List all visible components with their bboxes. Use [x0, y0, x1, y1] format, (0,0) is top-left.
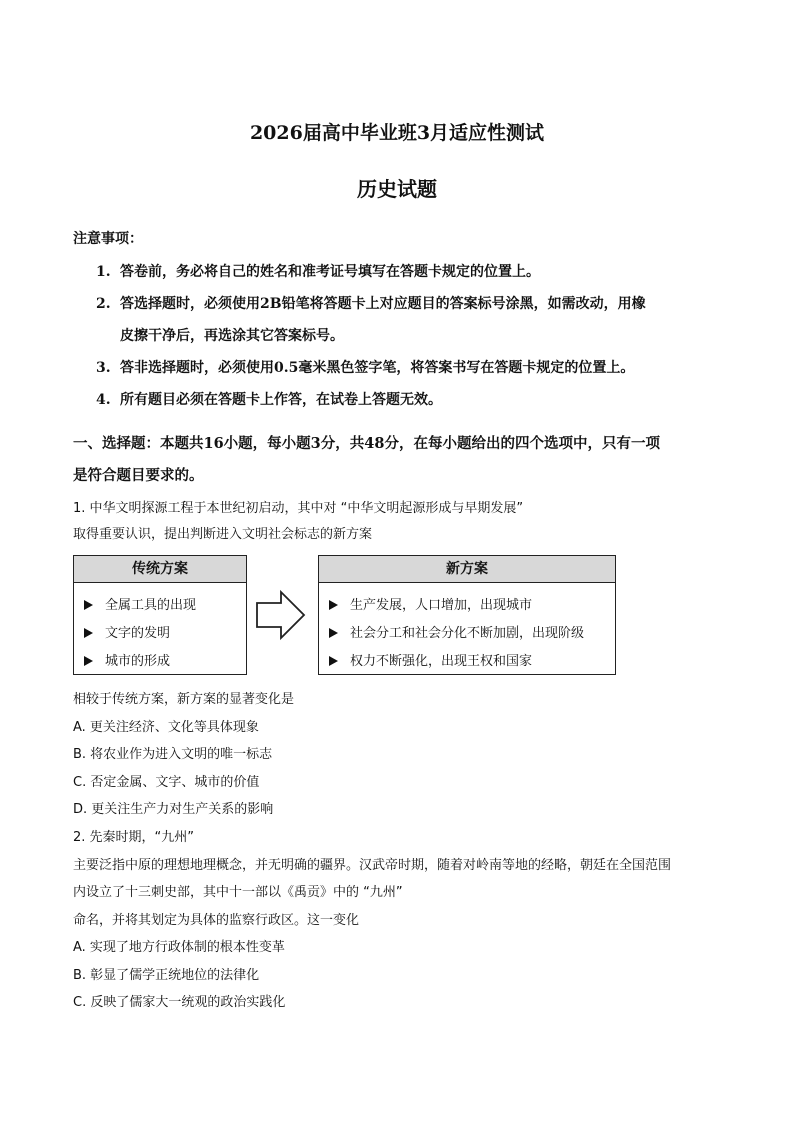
- option-item: D. 更关注生产力对生产关系的影响: [73, 802, 274, 817]
- traditional-scheme-item: 全属工具的出现: [84, 594, 196, 613]
- notice-item-continuation: 皮擦干净后，再选涂其它答案标号。: [120, 328, 344, 344]
- right-arrow-icon: [255, 589, 307, 641]
- traditional-scheme-title: 传统方案: [74, 556, 246, 583]
- option-item: B. 将农业作为进入文明的唯一标志: [73, 747, 273, 762]
- notice-list: [96, 256, 726, 416]
- question-2-stem: 2. 先秦时期，“九州”: [73, 830, 195, 845]
- question-1-body: [73, 686, 723, 824]
- option-item: C. 反映了儒家大一统观的政治实践化: [73, 995, 286, 1010]
- arrow-bullet-icon: [84, 628, 93, 638]
- arrow-bullet-icon: [84, 600, 93, 610]
- notice-item: 3. 答非选择题时，必须使用0.5毫米黑色签字笔，将答案书写在答题卡规定的位置上。: [96, 360, 635, 376]
- exam-subject: 历史试题: [357, 177, 437, 201]
- arrow-bullet-icon: [329, 628, 338, 638]
- traditional-scheme-item: 文字的发明: [84, 622, 170, 641]
- traditional-scheme-item: 城市的形成: [84, 650, 170, 669]
- notice-item: 2. 答选择题时，必须使用2B铅笔将答题卡上对应题目的答案标号涂黑，如需改动，用橡: [96, 296, 646, 312]
- new-scheme-item: 权力不断强化，出现王权和国家: [329, 650, 532, 669]
- notice-item: 4. 所有题目必须在答题卡上作答，在试卷上答题无效。: [96, 392, 442, 408]
- notice-item: 1. 答卷前，务必将自己的姓名和准考证号填写在答题卡规定的位置上。: [96, 264, 540, 280]
- question-2-stem-line: 命名，并将其划定为具体的监察行政区。这一变化: [73, 912, 360, 928]
- option-item: B. 彰显了儒学正统地位的法律化: [73, 967, 260, 983]
- option-item: A. 实现了地方行政体制的根本性变革: [73, 940, 285, 955]
- arrow-bullet-icon: [329, 656, 338, 666]
- new-scheme-title: 新方案: [319, 556, 615, 583]
- exam-title: 2026届高中毕业班3月适应性测试: [249, 122, 545, 144]
- arrow-bullet-icon: [329, 600, 338, 610]
- option-item: A. 更关注经济、文化等具体现象: [73, 719, 259, 735]
- traditional-scheme-box: [73, 555, 247, 675]
- question-1-stem: 1. 中华文明探源工程于本世纪初启动，其中对 “中华文明起源形成与早期发展” 取得重要认识，提出判断进入文明社会标志的新方案: [73, 501, 524, 542]
- notice-heading: 注意事项：: [73, 231, 143, 247]
- question-2-body: [73, 824, 723, 1017]
- question-2-stem-line: 主要泛指中原的理想地理概念，并无明确的疆界。汉武帝时期，随着对岭南等地的经略，朝廷在全国范围: [73, 857, 672, 873]
- question-2-stem-line: 内设立了十三刺史部，其中十一部以《禹贡》中的 “九州”: [73, 885, 403, 900]
- question-1-prompt: 相较于传统方案，新方案的显著变化是: [73, 692, 295, 707]
- option-item: C. 否定金属、文字、城市的价值: [73, 774, 260, 790]
- question-1-figure: [73, 553, 618, 678]
- new-scheme-item: 社会分工和社会分化不断加剧，出现阶级: [329, 622, 584, 641]
- new-scheme-box: [318, 555, 616, 675]
- new-scheme-item: 生产发展，人口增加，出现城市: [329, 594, 532, 613]
- arrow-bullet-icon: [84, 656, 93, 666]
- section-heading: 一、选择题：本题共16小题，每小题3分，共48分，在每小题给出的四个选项中，只有一项 是符合题目要求的。: [73, 435, 660, 484]
